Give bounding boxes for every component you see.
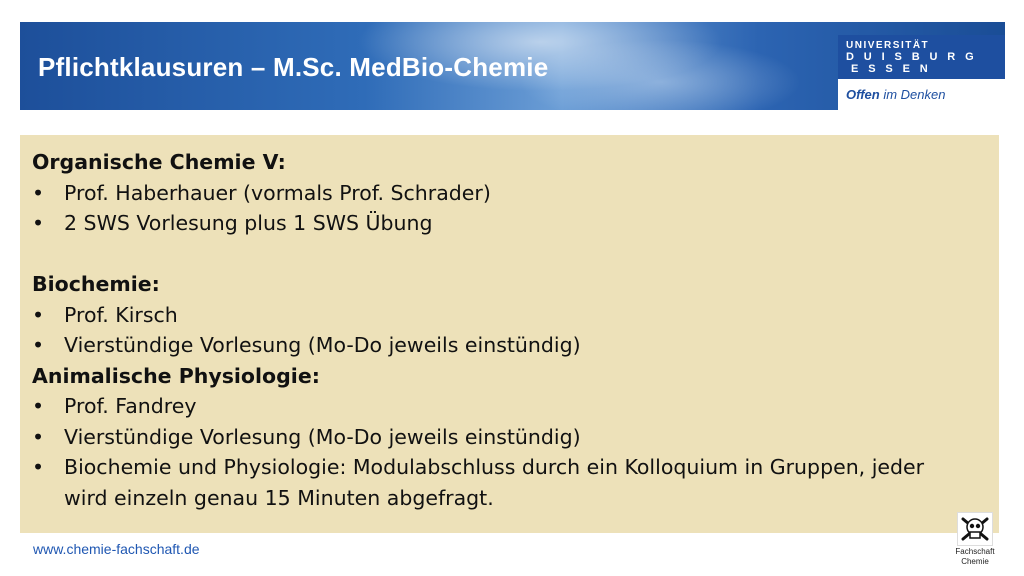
- page-title: Pflichtklausuren – M.Sc. MedBio-Chemie: [38, 52, 549, 82]
- title-banner: [20, 22, 1005, 110]
- logo-wordmark: [838, 35, 1005, 79]
- list-item: [32, 391, 972, 422]
- list-item-text: Vierstündige Vorlesung (Mo-Do jeweils einstündig): [64, 333, 581, 357]
- bullet: •: [32, 180, 45, 205]
- fachschaft-badge: [950, 512, 1000, 572]
- bullet: •: [32, 211, 45, 235]
- content-panel: [20, 135, 999, 533]
- logo-line-duisburg: D U I S B U R G: [846, 51, 978, 63]
- bullet: •: [32, 333, 45, 357]
- list-item-text: Vierstündige Vorlesung (Mo-Do jeweils einstündig): [64, 424, 581, 449]
- bullet: •: [32, 455, 45, 479]
- section-heading-physiologie: Animalische Physiologie:: [32, 363, 320, 388]
- list-item: [32, 208, 972, 239]
- bullet: •: [32, 424, 45, 449]
- logo-slogan: [846, 87, 945, 102]
- list-item: [32, 300, 972, 331]
- footer-url-link[interactable]: www.chemie-fachschaft.de: [33, 541, 200, 557]
- badge-label-fachschaft: Fachschaft: [955, 547, 995, 556]
- slogan-bold: Offen: [846, 87, 880, 102]
- university-logo: [838, 35, 1005, 110]
- list-item-text: Prof. Kirsch: [64, 302, 178, 327]
- bullet: •: [32, 394, 45, 418]
- list-item-text: Prof. Haberhauer (vormals Prof. Schrader): [64, 180, 491, 205]
- section-spacer: [32, 239, 972, 270]
- list-item: [32, 178, 972, 209]
- logo-line-universitaet: UNIVERSITÄT: [846, 40, 930, 51]
- list-item: [32, 452, 972, 513]
- logo-slogan-box: [838, 79, 1005, 110]
- section-heading-organische-chemie: Organische Chemie V:: [32, 150, 286, 174]
- bullet: •: [32, 302, 45, 327]
- section-heading-biochemie: Biochemie:: [32, 272, 160, 296]
- list-item-text: Prof. Fandrey: [64, 394, 197, 418]
- skull-crossbones-icon: [957, 512, 993, 546]
- list-item-text: 2 SWS Vorlesung plus 1 SWS Übung: [64, 211, 433, 235]
- badge-label-chemie: Chemie: [961, 557, 989, 566]
- list-item: [32, 422, 972, 453]
- list-item-text: Biochemie und Physiologie: Modulabschluss durch ein Kolloquium in Gruppen, jeder wird einzeln genau 15 Minuten abgefragt.: [64, 455, 925, 510]
- slogan-rest: im Denken: [879, 87, 946, 102]
- logo-line-essen: E S S E N: [851, 63, 932, 75]
- content-body: [32, 147, 972, 513]
- list-item: [32, 330, 972, 361]
